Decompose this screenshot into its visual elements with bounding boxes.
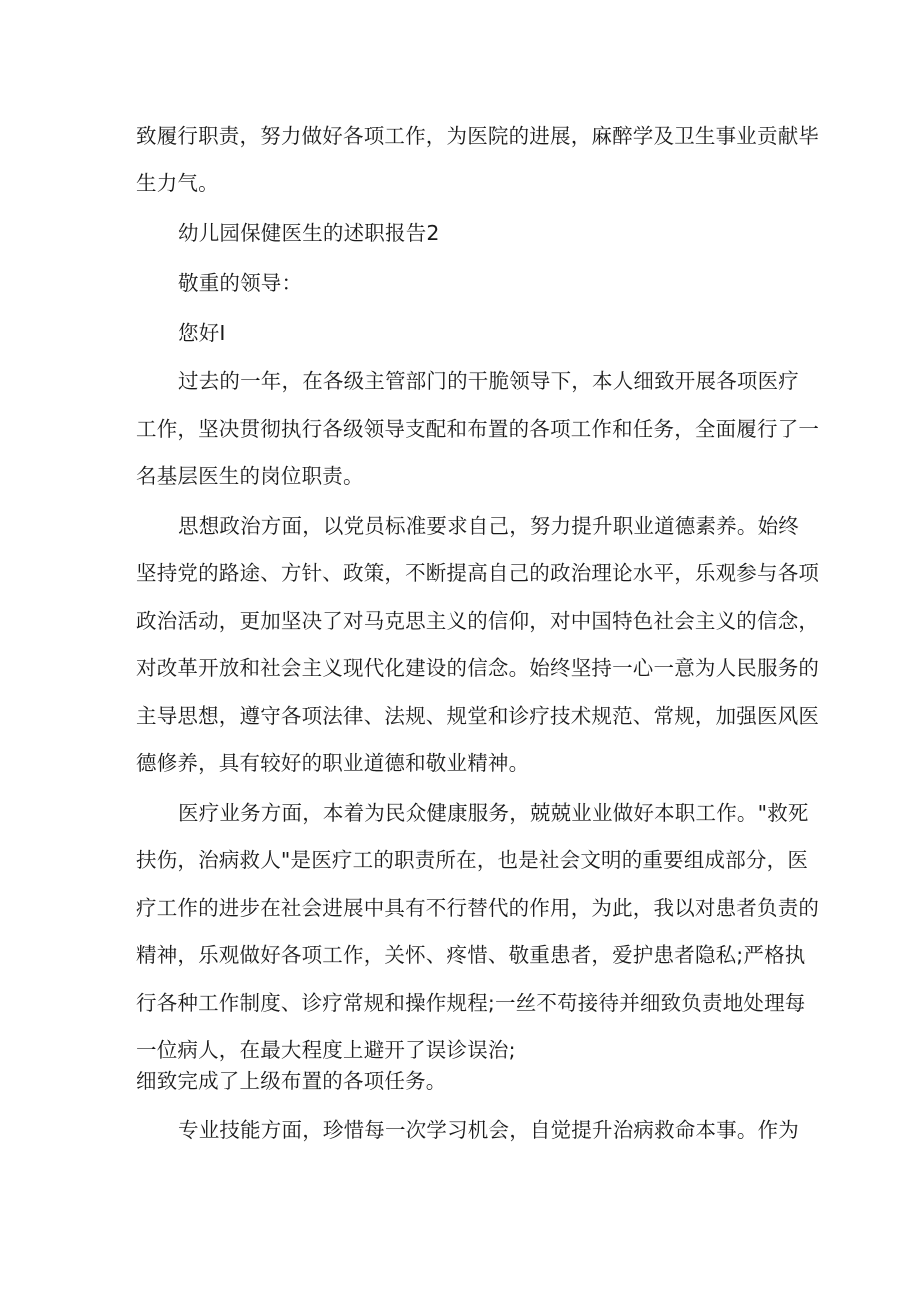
text-line: 扶伤，治病救人"是医疗工的职责所在，也是社会文明的重要组成部分，医 <box>136 848 809 872</box>
salutation: 敬重的领导： <box>178 271 303 295</box>
text-line: 细致完成了上级布置的各项任务。 <box>136 1069 447 1093</box>
section-heading: 幼儿园保健医生的述职报告2 <box>178 221 440 245</box>
text-line: 思想政治方面，以党员标准要求自己，努力提升职业道德素养。始终 <box>178 514 799 538</box>
text-line: 名基层医生的岗位职责。 <box>136 464 364 488</box>
text-line: 致履行职责，努力做好各项工作，为医院的进展，麻醉学及卫生事业贡献毕 <box>136 124 820 148</box>
text-line: 德修养，具有较好的职业道德和敬业精神。 <box>136 751 530 775</box>
text-line: 过去的一年，在各级主管部门的干脆领导下，本人细致开展各项医疗 <box>178 369 799 393</box>
greeting: 您好I <box>178 321 226 345</box>
text-line: 坚持党的路途、方针、政策，不断提高自己的政治理论水平，乐观参与各项 <box>136 561 820 585</box>
text-line: 医疗业务方面，本着为民众健康服务，兢兢业业做好本职工作。"救死 <box>178 801 809 825</box>
text-line: 疗工作的进步在社会进展中具有不行替代的作用，为此，我以对患者负责的 <box>136 896 820 920</box>
text-line: 一位病人，在最大程度上避开了误诊误治; <box>136 1038 516 1062</box>
text-line: 精神，乐观做好各项工作，关怀、疼惜、敬重患者，爱护患者隐私;严格执 <box>136 943 806 967</box>
text-line: 主导思想，遵守各项法律、法规、规堂和诊疗技术规范、常规，加强医风医 <box>136 704 820 728</box>
text-line: 行各种工作制度、诊疗常规和操作规程;一丝不苟接待并细致负责地处理每 <box>136 991 806 1015</box>
text-line: 政治活动，更加坚决了对马克思主义的信仰，对中国特色社会主义的信念， <box>136 609 820 633</box>
text-line: 生力气。 <box>136 171 219 195</box>
text-line: 专业技能方面，珍惜每一次学习机会，自觉提升治病救命本事。作为 <box>178 1118 799 1142</box>
text-line: 工作，坚决贯彻执行各级领导支配和布置的各项工作和任务，全面履行了一 <box>136 417 820 441</box>
text-line: 对改革开放和社会主义现代化建设的信念。始终坚持一心一意为人民服务的 <box>136 656 820 680</box>
